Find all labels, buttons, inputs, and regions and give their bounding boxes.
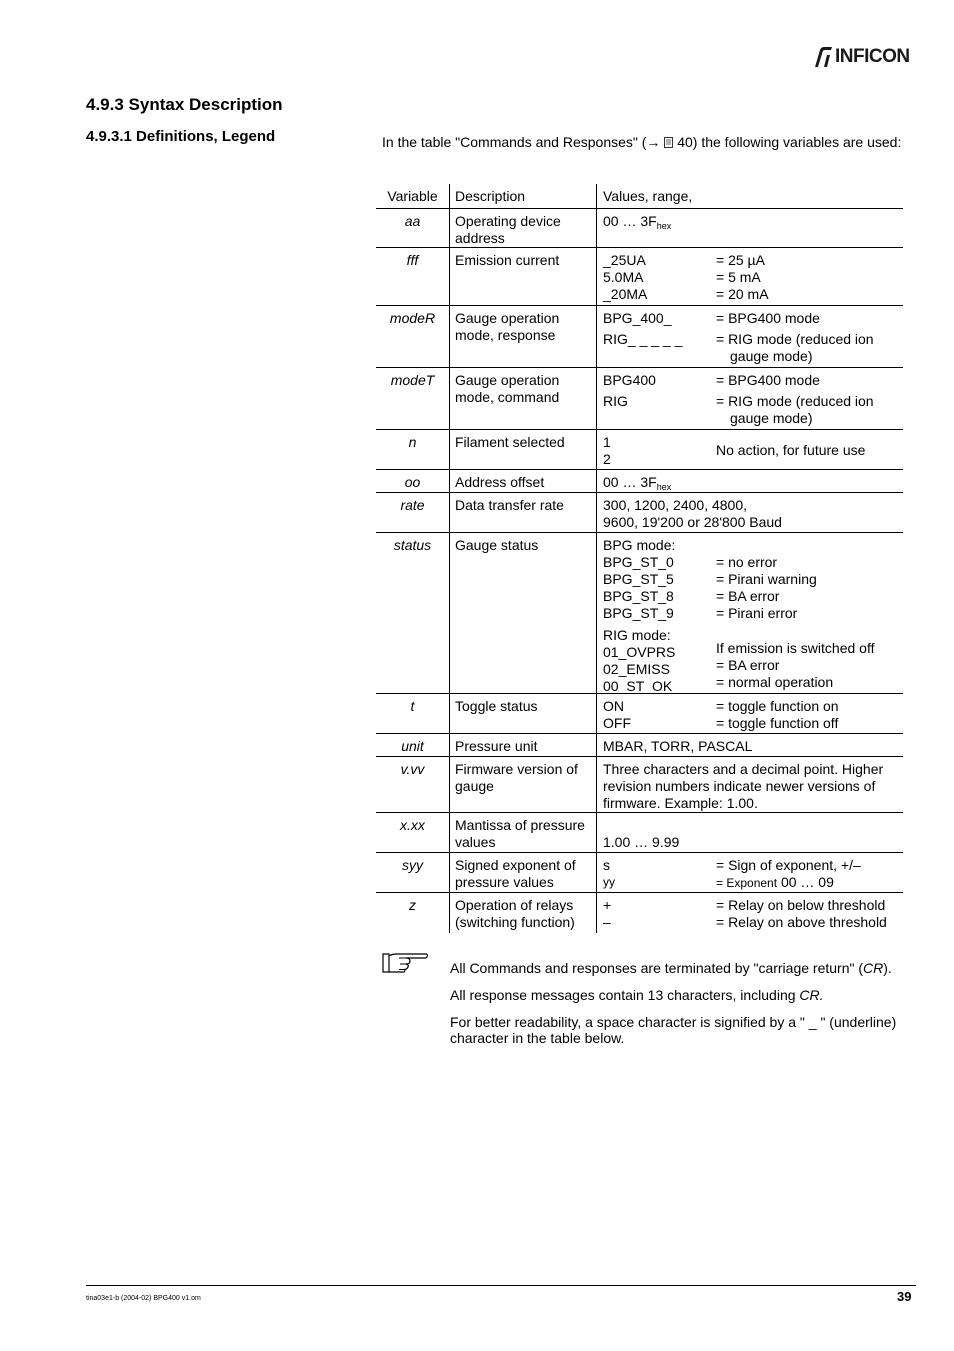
value-meaning: If emission is switched off (716, 640, 875, 656)
description-cell: Data transfer rate (450, 493, 597, 532)
variable-cell: rate (376, 493, 450, 532)
description-cell: Operation of relays (switching function) (450, 893, 597, 933)
value-meaning: = toggle function on (716, 698, 839, 714)
table-row-xxx (376, 813, 903, 853)
description-cell: Signed exponent of pressure values (450, 853, 597, 892)
intro-text-after: 40) the following variables are used: (673, 134, 902, 150)
values-cell: MBAR, TORR, PASCAL (603, 738, 753, 754)
value-code: 00_ST_OK (603, 678, 673, 694)
values-cell (597, 853, 903, 892)
value-line: 9600, 19'200 or 28'800 Baud (603, 514, 782, 530)
value-meaning-line: = RIG mode (reduced ion (716, 393, 874, 409)
page-number: 39 (897, 1289, 912, 1304)
variable-cell: n (376, 430, 450, 469)
note-emphasis: CR (863, 960, 884, 976)
table-row-fff (376, 248, 903, 306)
value-code: + (603, 897, 612, 913)
value-line: 300, 1200, 2400, 4800, (603, 497, 748, 513)
value-meaning: = Pirani warning (716, 571, 817, 587)
table-row-syy (376, 853, 903, 893)
value-meaning: = Relay on below threshold (716, 897, 886, 913)
value-code: BPG_ST_0 (603, 554, 674, 570)
description-cell: Firmware version of gauge (450, 757, 597, 812)
page-ref-icon (664, 134, 673, 150)
value-meaning: = BPG400 mode (716, 372, 820, 388)
value-meaning: = BA error (716, 657, 780, 673)
values-cell (597, 533, 903, 693)
value-code: _20MA (603, 286, 648, 302)
value-code: 02_EMISS (603, 661, 670, 677)
value-meaning: = Pirani error (716, 605, 798, 621)
value-meaning: = no error (716, 554, 778, 570)
description-cell: Gauge operation mode, command (450, 368, 597, 429)
value-code: 5.0MA (603, 269, 644, 285)
brand-name: INFICON (835, 46, 910, 67)
value-text: 1.00 … 9.99 (603, 834, 680, 850)
value-meaning: = Relay on above threshold (716, 914, 887, 930)
intro-paragraph (382, 134, 902, 150)
value-meaning (716, 874, 903, 892)
table-row-t (376, 694, 903, 734)
pointing-hand-icon (382, 951, 430, 978)
values-cell (597, 694, 903, 733)
values-cell: Three characters and a decimal point. Higher revision numbers indicate newer versions of firmware. Example: 1.00. (603, 761, 884, 811)
subsection-title: 4.9.3.1 Definitions, Legend (86, 128, 276, 145)
value-code: 01_OVPRS (603, 644, 676, 660)
value-meaning (716, 331, 903, 365)
value-meaning (716, 393, 903, 427)
description-cell: Mantissa of pressure values (450, 813, 597, 852)
value-code-group (603, 644, 716, 695)
value-code: yy (603, 875, 615, 889)
variable-cell: aa (376, 209, 450, 247)
value-subscript: hex (656, 482, 672, 492)
values-cell (597, 209, 903, 247)
value-code: 1 (603, 434, 611, 450)
table-row-rate (376, 493, 903, 533)
value-meaning: = Sign of exponent, +/– (716, 857, 861, 873)
document-id: tina03e1-b (2004-02) BPG400 v1.om (86, 1295, 201, 1302)
value-code-group (603, 434, 716, 468)
value-code: – (603, 914, 611, 930)
table-row-n (376, 430, 903, 470)
value-meaning-group (716, 634, 903, 695)
description-cell: Filament selected (450, 430, 597, 469)
value-code: OFF (603, 715, 631, 731)
inficon-logo-icon (812, 46, 834, 68)
variable-cell: t (376, 694, 450, 733)
table-row-moder (376, 306, 903, 368)
value-code: BPG_ST_9 (603, 605, 674, 621)
table-row-oo (376, 470, 903, 493)
values-cell (597, 893, 903, 933)
description-cell: Toggle status (450, 694, 597, 733)
value-code: ON (603, 698, 624, 714)
table-row-z (376, 893, 903, 933)
table-row-vvv (376, 757, 903, 813)
inficon-logo (812, 44, 910, 70)
note-emphasis: CR. (799, 987, 824, 1003)
variable-cell: x.xx (376, 813, 450, 852)
value-code: _25UA (603, 252, 646, 268)
value-meaning: = 20 mA (716, 286, 769, 302)
description-cell: Emission current (450, 248, 597, 305)
header-values: Values, range, (603, 188, 693, 204)
value-subscript: hex (656, 221, 672, 231)
description-cell: Pressure unit (450, 734, 597, 756)
value-meaning: = toggle function off (716, 715, 839, 731)
variable-cell: modeT (376, 368, 450, 429)
value-text: 00 … 3F (603, 474, 657, 490)
note-text: All Commands and responses are terminated by "carriage return" ( (450, 960, 864, 976)
variable-cell: z (376, 893, 450, 933)
value-code: BPG_ST_8 (603, 588, 674, 604)
table-header-row (376, 184, 903, 209)
note-text: All response messages contain 13 characters, including (450, 987, 800, 1003)
variable-cell: modeR (376, 306, 450, 367)
variable-cell: syy (376, 853, 450, 892)
description-cell: Address offset (450, 470, 597, 492)
value-meaning: = 5 mA (716, 269, 761, 285)
variable-cell: status (376, 533, 450, 693)
variable-cell: v.vv (376, 757, 450, 812)
table-row-unit (376, 734, 903, 757)
value-code: BPG_ST_5 (603, 571, 674, 587)
values-cell (597, 430, 903, 469)
values-cell (597, 813, 903, 852)
value-code: RIG_ _ _ _ _ (603, 331, 683, 347)
note-terminator (450, 960, 920, 976)
description-cell: Gauge operation mode, response (450, 306, 597, 367)
table-row-modet (376, 368, 903, 430)
variable-cell: fff (376, 248, 450, 305)
note-text: ). (883, 960, 892, 976)
description-cell: Gauge status (450, 533, 597, 693)
note-message-length (450, 987, 920, 1003)
value-code: RIG (603, 393, 628, 409)
note-underline: For better readability, a space character is signified by a " _ " (underline) character in the table below. (450, 1014, 897, 1046)
value-meaning-part: = Exponent (716, 876, 778, 890)
intro-text-before: In the table "Commands and Responses" (→ (382, 134, 665, 150)
value-meaning: = BA error (716, 588, 780, 604)
value-meaning-line: gauge mode) (730, 410, 813, 426)
value-meaning: No action, for future use (716, 442, 866, 458)
footer-divider (86, 1285, 916, 1286)
header-description: Description (450, 184, 597, 208)
value-meaning: = normal operation (716, 674, 834, 690)
value-meaning-part: 00 … 09 (777, 874, 834, 890)
variable-cell: unit (376, 734, 450, 756)
variable-cell: oo (376, 470, 450, 492)
values-cell (597, 493, 903, 532)
table-row-status (376, 533, 903, 694)
value-code: s (603, 857, 610, 873)
bpg-mode-heading: BPG mode: (603, 537, 676, 553)
value-code: BPG400 (603, 372, 656, 388)
values-cell (597, 306, 903, 367)
values-cell (597, 368, 903, 429)
rig-mode-heading: RIG mode: (603, 627, 671, 643)
header-variable: Variable (376, 184, 450, 208)
value-code: BPG_400_ (603, 310, 672, 326)
value-meaning-line: = RIG mode (reduced ion (716, 331, 874, 347)
description-cell: Operating device address (450, 209, 597, 247)
value-meaning-line: gauge mode) (730, 348, 813, 364)
values-cell (597, 470, 903, 492)
values-cell (597, 248, 903, 305)
section-title: 4.9.3 Syntax Description (86, 95, 283, 114)
table-row-aa (376, 209, 903, 248)
variables-table (376, 184, 903, 933)
value-meaning: = 25 µA (716, 252, 765, 268)
value-meaning: = BPG400 mode (716, 310, 820, 326)
value-text: 00 … 3F (603, 213, 657, 229)
value-code: 2 (603, 451, 611, 467)
